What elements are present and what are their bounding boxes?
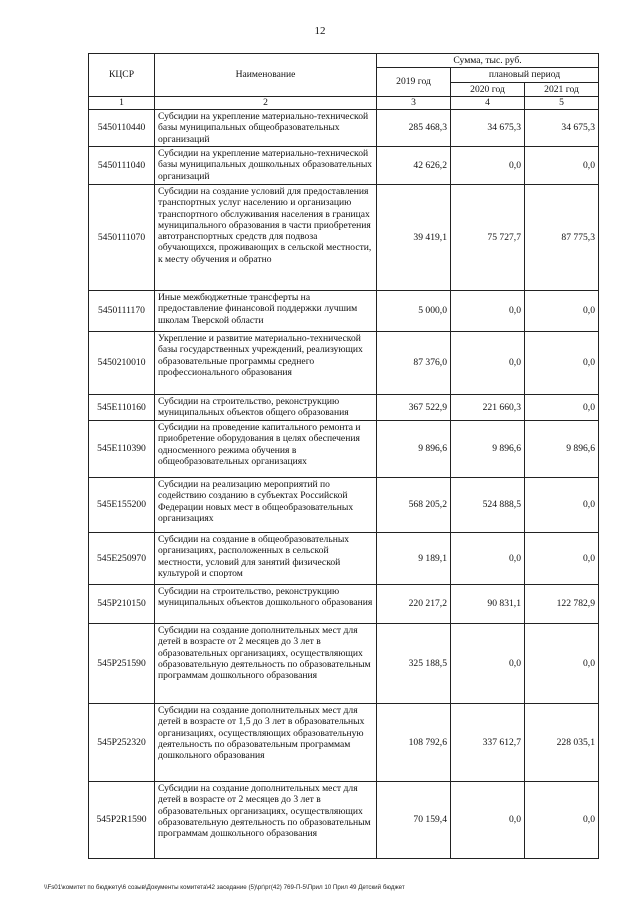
column-number: 4 (451, 96, 525, 109)
row-name: Укрепление и развитие материально-технической базы государственных учреждений, реализующих образовательные программы среднего профессионального образования (155, 331, 377, 394)
table-row (89, 146, 599, 184)
row-name: Субсидии на строительство, реконструкцию муниципальных объектов общего образования (155, 394, 377, 420)
row-name: Субсидии на создание в общеобразовательных организациях, расположенных в сельской местности, условий для занятий физической культурой и спортом (155, 532, 377, 584)
column-number: 5 (525, 96, 599, 109)
row-code: 5450111170 (89, 290, 155, 331)
row-amount-2020: 0,0 (451, 331, 525, 394)
header-amount: Сумма, тыс. руб. (377, 54, 599, 68)
table-row (89, 584, 599, 623)
row-code: 545E155200 (89, 477, 155, 532)
header-year-2019: 2019 год (377, 68, 451, 97)
row-amount-2019: 285 468,3 (377, 109, 451, 146)
row-amount-2019: 9 189,1 (377, 532, 451, 584)
row-amount-2021: 0,0 (525, 532, 599, 584)
row-code: 545P251590 (89, 623, 155, 703)
table-row (89, 623, 599, 703)
row-amount-2020: 524 888,5 (451, 477, 525, 532)
row-code: 545P210150 (89, 584, 155, 623)
row-amount-2019: 325 188,5 (377, 623, 451, 703)
row-code: 5450111040 (89, 146, 155, 184)
row-amount-2020: 0,0 (451, 290, 525, 331)
row-amount-2021: 34 675,3 (525, 109, 599, 146)
row-amount-2021: 0,0 (525, 290, 599, 331)
table-row (89, 184, 599, 290)
row-amount-2019: 70 159,4 (377, 781, 451, 858)
header-code: КЦСР (89, 54, 155, 97)
row-name: Субсидии на создание условий для предоставления транспортных услуг населению и организацию транспортного обслуживания населения в границах муниципального образования в части приобретения автотранспортных средств для подвоза обучающихся, проживающих в сельской местности, к месту обучения и обратно (155, 184, 377, 290)
row-code: 545P252320 (89, 703, 155, 781)
column-number: 1 (89, 96, 155, 109)
row-amount-2019: 42 626,2 (377, 146, 451, 184)
table-row (89, 532, 599, 584)
table-row (89, 394, 599, 420)
table-row (89, 781, 599, 858)
row-amount-2021: 87 775,3 (525, 184, 599, 290)
row-amount-2020: 34 675,3 (451, 109, 525, 146)
row-name: Субсидии на укрепление материально-технической базы муниципальных общеобразовательных организаций (155, 109, 377, 146)
table-header (89, 54, 599, 110)
page-number: 12 (314, 25, 326, 37)
row-name: Субсидии на создание дополнительных мест для детей в возрасте от 2 месяцев до 3 лет в образовательных организациях, осуществляющих образовательную деятельность по образовательным программам дошкольного образования (155, 781, 377, 858)
row-amount-2020: 221 660,3 (451, 394, 525, 420)
row-code: 545E250970 (89, 532, 155, 584)
row-amount-2019: 367 522,9 (377, 394, 451, 420)
row-name: Субсидии на реализацию мероприятий по содействию созданию в субъектах Российской Федерации новых мест в общеобразовательных организациях (155, 477, 377, 532)
row-name: Иные межбюджетные трансферты на предоставление финансовой поддержки лучшим школам Тверской области (155, 290, 377, 331)
column-number: 2 (155, 96, 377, 109)
file-path-footer: \\Fs01\комитет по бюджету\6 созыв\Документы комитета\42 заседание (5)\рг\рг(42) 769-П-5\Прил 10 Прил 49 Детский бюджет (44, 884, 405, 891)
row-amount-2020: 9 896,6 (451, 420, 525, 477)
row-amount-2020: 0,0 (451, 146, 525, 184)
row-amount-2019: 5 000,0 (377, 290, 451, 331)
row-amount-2021: 9 896,6 (525, 420, 599, 477)
row-amount-2021: 0,0 (525, 623, 599, 703)
row-amount-2021: 122 782,9 (525, 584, 599, 623)
row-code: 545E110390 (89, 420, 155, 477)
row-amount-2021: 0,0 (525, 146, 599, 184)
row-amount-2020: 90 831,1 (451, 584, 525, 623)
header-planned-period: плановый период (451, 68, 599, 82)
row-amount-2019: 87 376,0 (377, 331, 451, 394)
row-amount-2019: 220 217,2 (377, 584, 451, 623)
row-amount-2020: 0,0 (451, 781, 525, 858)
header-name: Наименование (155, 54, 377, 97)
row-amount-2021: 0,0 (525, 394, 599, 420)
row-amount-2021: 0,0 (525, 331, 599, 394)
row-name: Субсидии на проведение капитального ремонта и приобретение оборудования в целях обеспечения односменного режима обучения в общеобразовательных организациях (155, 420, 377, 477)
row-amount-2021: 0,0 (525, 781, 599, 858)
row-amount-2019: 9 896,6 (377, 420, 451, 477)
header-year-2020: 2020 год (451, 82, 525, 96)
row-amount-2020: 337 612,7 (451, 703, 525, 781)
table-row (89, 420, 599, 477)
row-code: 5450111070 (89, 184, 155, 290)
table-row (89, 331, 599, 394)
row-code: 5450110440 (89, 109, 155, 146)
row-amount-2019: 108 792,6 (377, 703, 451, 781)
row-amount-2020: 0,0 (451, 532, 525, 584)
row-amount-2021: 228 035,1 (525, 703, 599, 781)
row-amount-2020: 0,0 (451, 623, 525, 703)
table-row (89, 290, 599, 331)
row-code: 545E110160 (89, 394, 155, 420)
column-number: 3 (377, 96, 451, 109)
table-row (89, 477, 599, 532)
row-name: Субсидии на укрепление материально-технической базы муниципальных дошкольных образовательных организаций (155, 146, 377, 184)
row-amount-2020: 75 727,7 (451, 184, 525, 290)
table-row (89, 109, 599, 146)
column-number-row (89, 96, 599, 109)
budget-table (88, 53, 599, 859)
row-name: Субсидии на создание дополнительных мест для детей в возрасте от 2 месяцев до 3 лет в образовательных организациях, осуществляющих образовательную деятельность по образовательным программам дошкольного образования (155, 623, 377, 703)
row-amount-2019: 39 419,1 (377, 184, 451, 290)
row-name: Субсидии на создание дополнительных мест для детей в возрасте от 1,5 до 3 лет в образовательных организациях, осуществляющих образовательную деятельность по образовательным программам дошкольного образования (155, 703, 377, 781)
table-row (89, 703, 599, 781)
row-amount-2019: 568 205,2 (377, 477, 451, 532)
header-year-2021: 2021 год (525, 82, 599, 96)
row-code: 545P2R1590 (89, 781, 155, 858)
row-name: Субсидии на строительство, реконструкцию муниципальных объектов дошкольного образования (155, 584, 377, 623)
row-code: 5450210010 (89, 331, 155, 394)
row-amount-2021: 0,0 (525, 477, 599, 532)
